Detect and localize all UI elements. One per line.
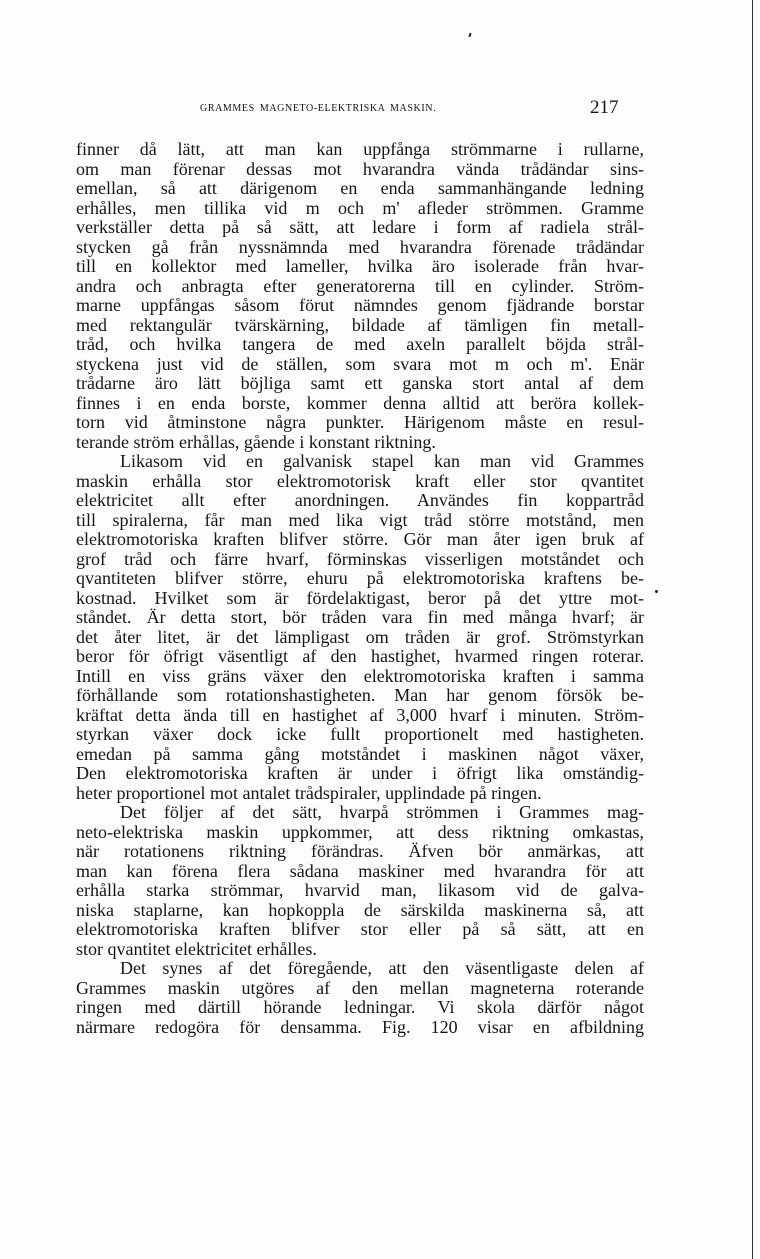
text-line: till en kollektor med lameller, hvilka äro isolerade från hvar- bbox=[76, 256, 644, 276]
text-line: marne uppfångas såsom förut nämndes genom fjädrande borstar bbox=[76, 295, 644, 315]
text-line: niska staplarne, kan hopkoppla de särskilda maskinerna så, att bbox=[76, 899, 644, 920]
text-line: till spiralerna, får man med lika vigt tråd större motstånd, men bbox=[76, 509, 644, 530]
text-line: erhålla starka strömmar, hvarvid man, likasom vid de galva- bbox=[76, 880, 644, 900]
page-number: 217 bbox=[590, 97, 619, 118]
text-line: terande ström erhållas, gående i konstant riktning. bbox=[76, 431, 436, 452]
text-line: torn vid åtminstone några punkter. Härigenom måste en resul- bbox=[76, 412, 644, 432]
text-line: Det följer af det sätt, hvarpå strömmen i Grammes mag- bbox=[120, 802, 644, 822]
text-line: finnes i en enda borste, kommer denna alltid att beröra kollek- bbox=[76, 392, 644, 413]
text-line: Intill en viss gräns växer den elektromotoriska kraften i samma bbox=[76, 665, 644, 686]
text-line: andra och anbragta efter generatorerna till en cylinder. Ström- bbox=[76, 275, 644, 296]
text-line: Grammes maskin utgöres af den mellan magneterna roterande bbox=[76, 977, 644, 998]
text-line: elektricitet allt efter anordningen. Användes fin koppartråd bbox=[76, 490, 644, 510]
text-line: ståndet. Är detta stort, bör tråden vara fin med många hvarf; är bbox=[76, 607, 644, 627]
text-line: det åter litet, är det lämpligast om tråden är grof. Strömstyrkan bbox=[76, 626, 644, 647]
text-line: verkställer detta på så sätt, att ledare i form af radiela strål- bbox=[76, 217, 644, 237]
body-text bbox=[76, 140, 644, 1037]
paragraph bbox=[76, 140, 644, 452]
running-head: GRAMMES MAGNETO-ELEKTRISKA MASKIN. bbox=[200, 103, 437, 114]
text-line: emedan på samma gång motståndet i maskinen något växer, bbox=[76, 743, 644, 764]
text-line: finner då lätt, att man kan uppfånga strömmarne i rullarne, bbox=[76, 139, 644, 159]
text-line: tråd, och hvilka tangera de med axeln parallelt böjda strål- bbox=[76, 334, 644, 354]
text-line: Det synes af det föregående, att den väsentligaste delen af bbox=[120, 958, 644, 978]
text-line: stor qvantitet elektricitet erhålles. bbox=[76, 938, 317, 959]
text-line: elektromotoriska kraften blifver stor eller på så sätt, att en bbox=[76, 919, 644, 939]
text-line: förhållande som rotationshastigheten. Man har genom försök be- bbox=[76, 685, 644, 705]
text-line: erhålles, men tillika vid m och m' afleder strömmen. Gramme bbox=[76, 197, 644, 218]
text-line: om man förenar dessas mot hvarandra vända trådändar sins- bbox=[76, 158, 644, 179]
text-line: styrkan växer dock icke fullt proportionelt med hastigheten. bbox=[76, 724, 644, 744]
text-line: trådarne äro lätt böjliga samt ett ganska stort antal af dem bbox=[76, 373, 644, 393]
text-line: qvantiteten blifver större, ehuru på elektromotoriska kraftens be- bbox=[76, 568, 644, 588]
text-line: maskin erhålla stor elektromotorisk kraft eller stor qvantitet bbox=[76, 470, 644, 491]
paragraph bbox=[76, 959, 644, 1037]
text-line: Likasom vid en galvanisk stapel kan man vid Grammes bbox=[120, 451, 644, 471]
text-line: ringen med därtill hörande ledningar. Vi skola därför något bbox=[76, 997, 644, 1017]
text-line: grof tråd och färre hvarf, förminskas visserligen motståndet och bbox=[76, 548, 644, 569]
text-line: neto-elektriska maskin uppkommer, att dess riktning omkastas, bbox=[76, 821, 644, 842]
text-line: Den elektromotoriska kraften är under i öfrigt lika omständig- bbox=[76, 763, 644, 783]
text-line: styckena just vid de ställen, som svara mot m och m'. Enär bbox=[76, 353, 644, 374]
text-line: kräftat detta ända till en hastighet af 3,000 hvarf i minuten. Ström- bbox=[76, 704, 644, 725]
paragraph bbox=[76, 803, 644, 959]
text-line: med rektangulär tvärskärning, bildade af tämligen fin metall- bbox=[76, 314, 644, 335]
ink-speck bbox=[468, 33, 471, 37]
scan-edge-line bbox=[752, 0, 753, 1259]
text-line: kostnad. Hvilket som är fördelaktigast, beror på det yttre mot- bbox=[76, 587, 644, 608]
text-line: stycken gå från nyssnämnda med hvarandra förenade trådändar bbox=[76, 236, 644, 257]
paragraph bbox=[76, 452, 644, 803]
ink-speck bbox=[655, 590, 658, 593]
text-line: man kan förena flera sådana maskiner med hvarandra för att bbox=[76, 860, 644, 881]
text-line: emellan, så att därigenom en enda sammanhängande ledning bbox=[76, 178, 644, 198]
text-line: när rotationens riktning förändras. Äfven bör anmärkas, att bbox=[76, 841, 644, 861]
text-line: elektromotoriska kraften blifver större. Gör man åter igen bruk af bbox=[76, 529, 644, 549]
text-line: heter proportionel mot antalet trådspiraler, upplindade på ringen. bbox=[76, 782, 542, 803]
text-line: närmare redogöra för densamma. Fig. 120 visar en afbildning bbox=[76, 1016, 644, 1037]
text-line: beror för öfrigt väsentligt af den hastighet, hvarmed ringen roterar. bbox=[76, 646, 644, 666]
